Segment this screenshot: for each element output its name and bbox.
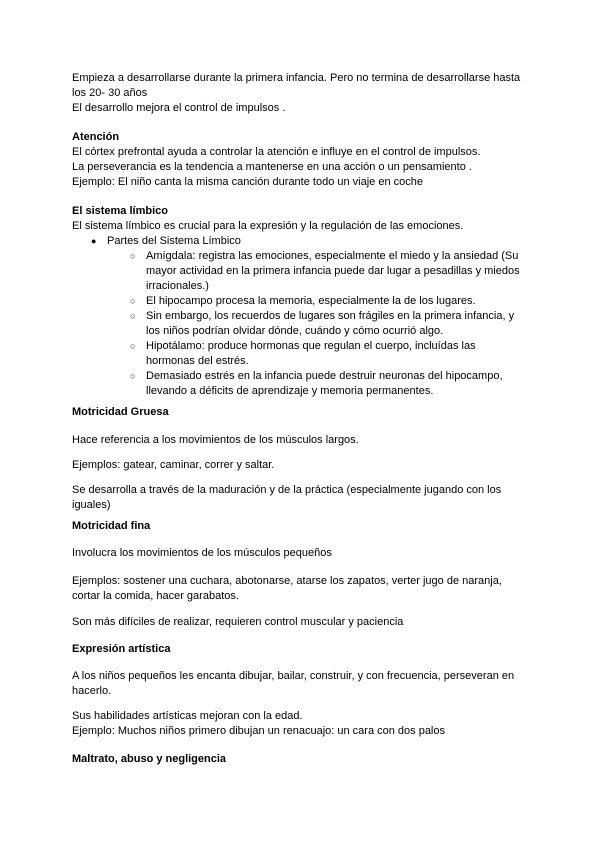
- bullet-marker: ●: [91, 236, 97, 246]
- atencion-line-2: La perseverancia es la tendencia a mantenerse en una acción o un pensamiento .: [72, 161, 472, 173]
- heading-atencion: Atención: [72, 131, 120, 143]
- artistica-paragraph-2-line-2: Ejemplo: Muchos niños primero dibujan un renacuajo: un cara con dos palos: [72, 725, 445, 737]
- gruesa-paragraph-1: Hace referencia a los movimientos de los músculos largos.: [72, 434, 359, 446]
- sub-bullet-amigdala-line-1: Amígdala: registra las emociones, especialmente el miedo y la ansiedad (Su: [146, 250, 519, 262]
- gruesa-paragraph-2: Ejemplos: gatear, caminar, correr y saltar.: [72, 459, 275, 471]
- fina-paragraph-2-line-1: Ejemplos: sostener una cuchara, abotonarse, atarse los zapatos, verter jugo de naranja,: [72, 575, 502, 587]
- heading-sistema-limbico: El sistema límbico: [72, 205, 168, 217]
- bullet-partes-sistema-limbico: Partes del Sistema Límbico: [107, 235, 241, 247]
- artistica-paragraph-1-line-2: hacerlo.: [72, 685, 112, 697]
- artistica-paragraph-1-line-1: A los niños pequeños les encanta dibujar, bailar, construir, y con frecuencia, perseveran en: [72, 670, 515, 682]
- sub-bullet-recuerdos-line-1: Sin embargo, los recuerdos de lugares son frágiles en la primera infancia, y: [146, 310, 515, 322]
- sub-bullet-hipotalamo-line-2: hormonas del estrés.: [146, 355, 249, 367]
- sub-bullet-marker: ○: [130, 371, 136, 381]
- intro-line-1: Empieza a desarrollarse durante la primera infancia. Pero no termina de desarrollarse hasta: [72, 72, 521, 84]
- gruesa-paragraph-3-line-1: Se desarrolla a través de la maduración y de la práctica (especialmente jugando con los: [72, 484, 502, 496]
- limbico-line-1: El sistema límbico es crucial para la expresión y la regulación de las emociones.: [72, 220, 464, 232]
- heading-maltrato: Maltrato, abuso y negligencia: [72, 753, 227, 765]
- atencion-line-1: El córtex prefrontal ayuda a controlar la atención e influye en el control de impulsos.: [72, 146, 481, 158]
- heading-expresion-artistica: Expresión artística: [72, 643, 171, 655]
- intro-line-3: El desarrollo mejora el control de impulsos .: [72, 102, 286, 114]
- sub-bullet-estres-line-2: llevando a déficits de aprendizaje y memoria permanentes.: [146, 385, 434, 397]
- sub-bullet-marker: ○: [130, 341, 136, 351]
- sub-bullet-recuerdos-line-2: los niños podrían olvidar dónde, cuándo y cómo ocurrió algo.: [146, 325, 444, 337]
- fina-paragraph-2-line-2: cortar la comida, hacer garabatos.: [72, 590, 239, 602]
- heading-motricidad-gruesa: Motricidad Gruesa: [72, 406, 169, 418]
- sub-bullet-hipocampo: El hipocampo procesa la memoria, especialmente la de los lugares.: [146, 295, 476, 307]
- fina-paragraph-3: Son más difíciles de realizar, requieren control muscular y paciencia: [72, 616, 404, 628]
- sub-bullet-marker: ○: [130, 251, 136, 261]
- sub-bullet-amigdala-line-3: irracionales.): [146, 280, 209, 292]
- heading-motricidad-fina: Motricidad fina: [72, 520, 151, 532]
- intro-line-2: los 20- 30 años: [72, 87, 148, 99]
- sub-bullet-marker: ○: [130, 311, 136, 321]
- sub-bullet-marker: ○: [130, 296, 136, 306]
- sub-bullet-amigdala-line-2: mayor actividad en la primera infancia puede dar lugar a pesadillas y miedos: [146, 265, 520, 277]
- sub-bullet-estres-line-1: Demasiado estrés en la infancia puede destruir neuronas del hipocampo,: [146, 370, 503, 382]
- fina-paragraph-1: Involucra los movimientos de los músculos pequeños: [72, 547, 332, 559]
- atencion-line-3: Ejemplo: El niño canta la misma canción durante todo un viaje en coche: [72, 176, 423, 188]
- gruesa-paragraph-3-line-2: iguales): [72, 499, 111, 511]
- artistica-paragraph-2-line-1: Sus habilidades artísticas mejoran con la edad.: [72, 710, 303, 722]
- sub-bullet-hipotalamo-line-1: Hipotálamo: produce hormonas que regulan el cuerpo, incluídas las: [146, 340, 476, 352]
